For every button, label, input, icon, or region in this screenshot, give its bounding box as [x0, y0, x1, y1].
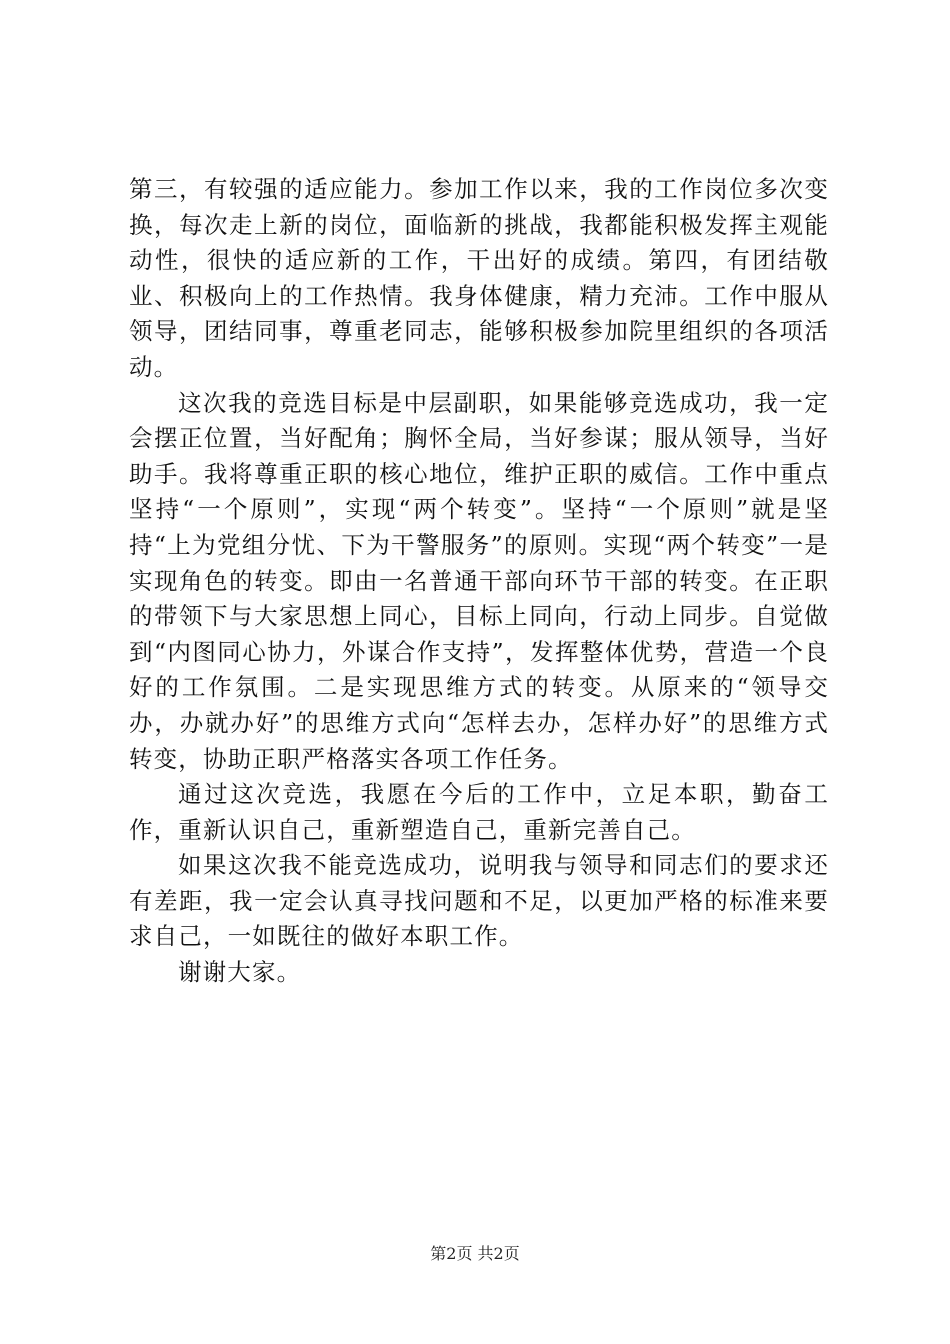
paragraph-adaptability: 第三，有较强的适应能力。参加工作以来，我的工作岗位多次变换，每次走上新的岗位，面临新的挑战，我都能积极发挥主观能动性，很快的适应新的工作，干出好的成绩。第四，有团结敬业、积极向上的工作热情。我身体健康，精力充沛。工作中服从领导，团结同事，尊重老同志，能够积极参加院里组织的各项活动。	[129, 175, 829, 381]
paragraph-election-goal: 这次我的竞选目标是中层副职，如果能够竞选成功，我一定会摆正位置，当好配角；胸怀全局，当好参谋；服从领导，当好助手。我将尊重正职的核心地位，维护正职的威信。工作中重点坚持“一个原则”，实现“两个转变”。坚持“一个原则”就是坚持“上为党组分忧、下为干警服务”的原则。实现“两个转变”一是实现角色的转变。即由一名普通干部向环节干部的转变。在正职的带领下与大家思想上同心，目标上同向，行动上同步。自觉做到“内图同心协力，外谋合作支持”，发挥整体优势，营造一个良好的工作氛围。二是实现思维方式的转变。从原来的“领导交办，办就办好”的思维方式向“怎样去办，怎样办好”的思维方式转变，协助正职严格落实各项工作任务。	[129, 388, 829, 773]
paragraph-if-not-elected: 如果这次我不能竞选成功，说明我与领导和同志们的要求还有差距，我一定会认真寻找问题和不足，以更加严格的标准来要求自己，一如既往的做好本职工作。	[129, 851, 829, 951]
page-footer: 第2页 共2页	[430, 1244, 520, 1263]
paragraph-thanks: 谢谢大家。	[178, 958, 302, 987]
paragraph-commitment: 通过这次竞选，我愿在今后的工作中，立足本职，勤奋工作，重新认识自己，重新塑造自己，重新完善自己。	[129, 780, 829, 844]
document-body	[129, 172, 829, 991]
